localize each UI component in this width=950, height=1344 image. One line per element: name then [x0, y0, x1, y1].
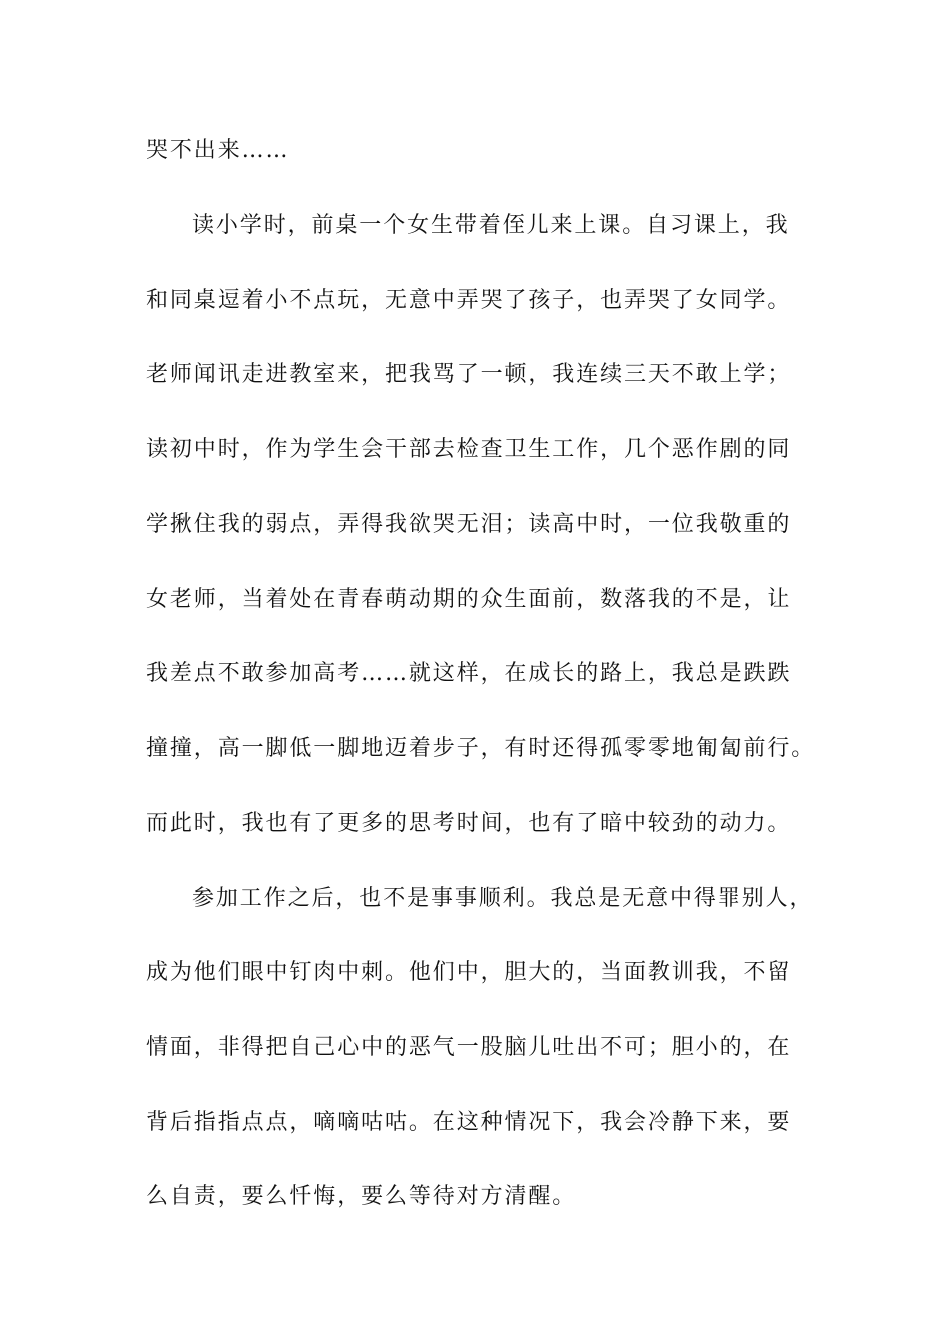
text-line: 我差点不敢参加高考……就这样，在成长的路上，我总是跌跌 [146, 661, 792, 686]
paragraph-first-line: 读小学时，前桌一个女生带着侄儿来上课。自习课上，我 [192, 213, 790, 238]
text-line: 背后指指点点，嘀嘀咕咕。在这种情况下，我会冷静下来，要 [146, 1110, 792, 1135]
text-line: 情面，非得把自己心中的恶气一股脑儿吐出不可；胆小的，在 [146, 1035, 792, 1060]
text-line: 么自责，要么忏悔，要么等待对方清醒。 [146, 1184, 577, 1209]
text-line: 老师闻讯走进教室来，把我骂了一顿，我连续三天不敢上学； [146, 362, 792, 387]
text-line: 女老师，当着处在青春萌动期的众生面前，数落我的不是，让 [146, 587, 792, 612]
text-line: 和同桌逗着小不点玩，无意中弄哭了孩子，也弄哭了女同学。 [146, 288, 792, 313]
text-line: 读初中时，作为学生会干部去检查卫生工作，几个恶作剧的同 [146, 437, 792, 462]
text-line: 成为他们眼中钉肉中刺。他们中，胆大的，当面教训我，不留 [146, 960, 792, 985]
text-line: 撞撞，高一脚低一脚地迈着步子，有时还得孤零零地匍匐前行。 [146, 736, 816, 761]
paragraph-first-line: 参加工作之后，也不是事事顺利。我总是无意中得罪别人， [192, 886, 814, 911]
text-line: 而此时，我也有了更多的思考时间，也有了暗中较劲的动力。 [146, 811, 792, 836]
text-line: 学揪住我的弱点，弄得我欲哭无泪；读高中时，一位我敬重的 [146, 512, 792, 537]
text-line: 哭不出来…… [146, 138, 290, 163]
